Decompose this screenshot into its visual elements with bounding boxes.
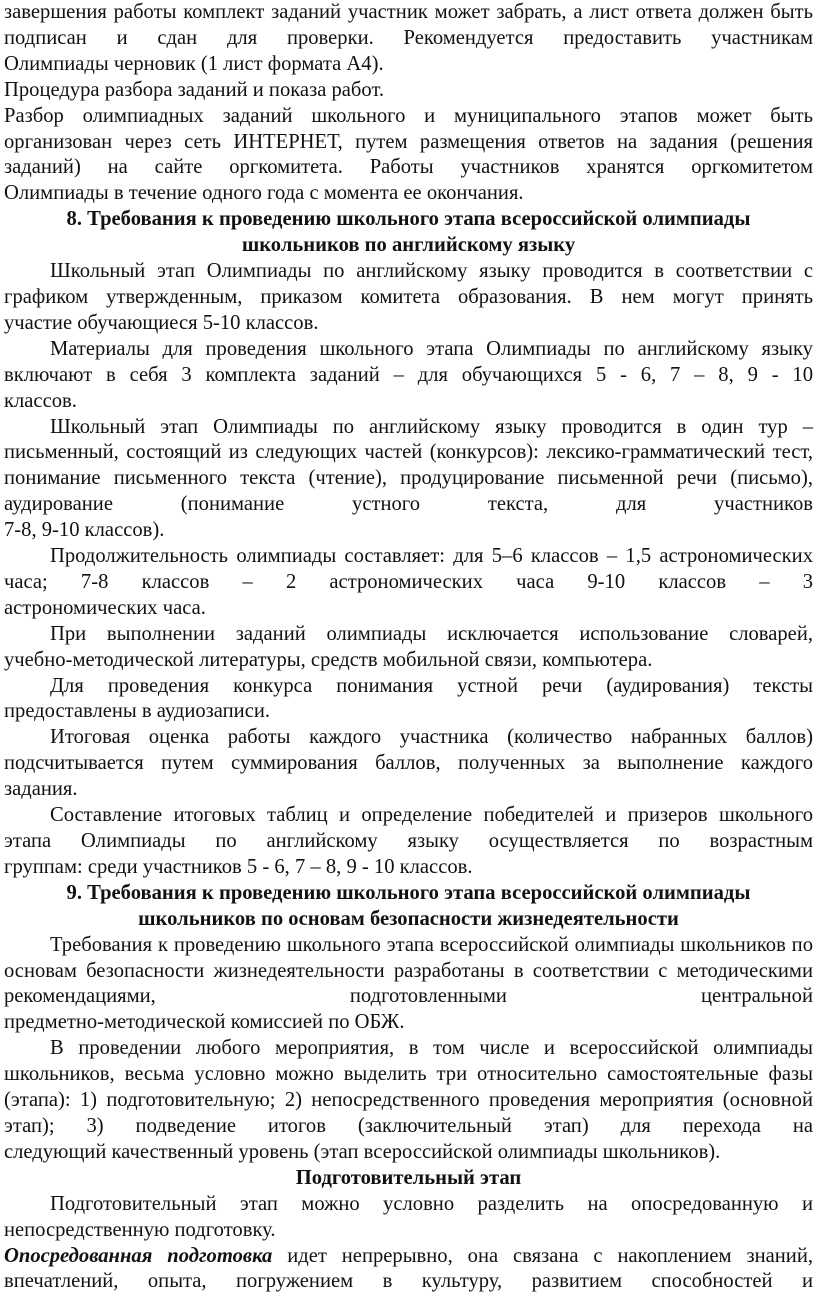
paragraph-end: предметно-методической комиссией по ОБЖ. (4, 1011, 405, 1034)
paragraph-end: непосредственную подготовку. (4, 1218, 276, 1241)
paragraph: Итоговая оценка работы каждого участника (количество набранных баллов) подсчитывается путем суммирования баллов, полученных за выполнение каждого (4, 726, 813, 775)
paragraph-end: Олимпиады черновик (1 лист формата А4). (4, 52, 384, 75)
paragraph-end: следующий качественный уровень (этап всероссийской олимпиады школьников). (4, 1140, 721, 1163)
paragraph: Требования к проведению школьного этапа всероссийской олимпиады школьников по основам безопасности жизнедеятельности разработаны в соответствии с методическими рекомендациями, подготовленными центральной (4, 933, 813, 1008)
paragraph: Школьный этап Олимпиады по английскому языку проводится в один тур – письменный, состоящий из следующих частей (конкурсов): лексико-грамматический тест, понимание письменного текста (чтение), продуцирование письменной речи (письмо), аудирование (понимание устного текста, для участников (4, 415, 813, 516)
section-heading-8: 8. Требования к проведению школьного этапа всероссийской олимпиады школьников по английскому языку (66, 208, 751, 257)
paragraph: Продолжительность олимпиады составляет: для 5–6 классов – 1,5 астрономических часа; 7-8 классов – 2 астрономических часа 9-10 классов – 3 (4, 545, 814, 593)
paragraph: Школьный этап Олимпиады по английскому языку проводится в соответствии с графиком утвержденным, приказом комитета образования. В нем могут принять (4, 260, 813, 308)
paragraph-end: предоставлены в аудиозаписи. (4, 700, 270, 723)
paragraph-end: астрономических часа. (4, 596, 206, 619)
paragraph-end: группам: среди участников 5 - 6, 7 – 8, 9 - 10 классов. (4, 855, 473, 878)
subsection-heading-preparatory: Подготовительный этап (295, 1166, 522, 1189)
paragraph: Разбор олимпиадных заданий школьного и муниципального этапов может быть организован через сеть ИНТЕРНЕТ, путем размещения ответов на задания (решения заданий) на сайте оргкомитета. Работы участников хранятся оргкомитетом (4, 104, 813, 179)
section-heading-9: 9. Требования к проведению школьного этапа всероссийской олимпиады школьников по основам безопасности жизнедеятельности (66, 881, 751, 930)
paragraph-end: 7-8, 9-10 классов). (4, 519, 165, 542)
paragraph: Составление итоговых таблиц и определение победителей и призеров школьного этапа Олимпиады по английскому языку осуществляется по возрастным (4, 804, 813, 852)
paragraph-end: Олимпиады в течение одного года с момента ее окончания. (4, 182, 524, 205)
paragraph: Для проведения конкурса понимания устной речи (аудирования) тексты (50, 674, 813, 697)
term-indirect-preparation: Опосредованная подготовка (4, 1244, 273, 1267)
paragraph: завершения работы комплект заданий участник может забрать, а лист ответа должен быть подписан и сдан для проверки. Рекомендуется предоставить участникам (4, 1, 813, 49)
paragraph-end: классов. (4, 389, 77, 412)
paragraph: Опосредованная подготовка идет непрерывно, она связана с накоплением знаний, впечатлений, опыта, погружением в культуру, развитием способностей и (4, 1244, 813, 1293)
paragraph-end: участие обучающиеся 5-10 классов. (4, 311, 319, 334)
paragraph: Материалы для проведения школьного этапа Олимпиады по английскому языку включают в себя 3 комплекта заданий – для обучающихся 5 - 6, 7 – 8, 9 - 10 (4, 337, 813, 386)
paragraph-end: учебно-методической литературы, средств мобильной связи, компьютера. (4, 648, 653, 671)
paragraph: Процедура разбора заданий и показа работ. (4, 78, 385, 101)
paragraph: Подготовительный этап можно условно разделить на опосредованную и (50, 1192, 813, 1215)
paragraph-end: задания. (4, 778, 78, 801)
paragraph: При выполнении заданий олимпиады исключается использование словарей, (50, 622, 813, 645)
paragraph: В проведении любого мероприятия, в том числе и всероссийской олимпиады школьников, весьма условно можно выделить три относительно самостоятельные фазы (этапа): 1) подготовительную; 2) непосредственного проведения мероприятия (основной этап); 3) подведение итогов (заключительный этап) для перехода на (4, 1037, 813, 1137)
